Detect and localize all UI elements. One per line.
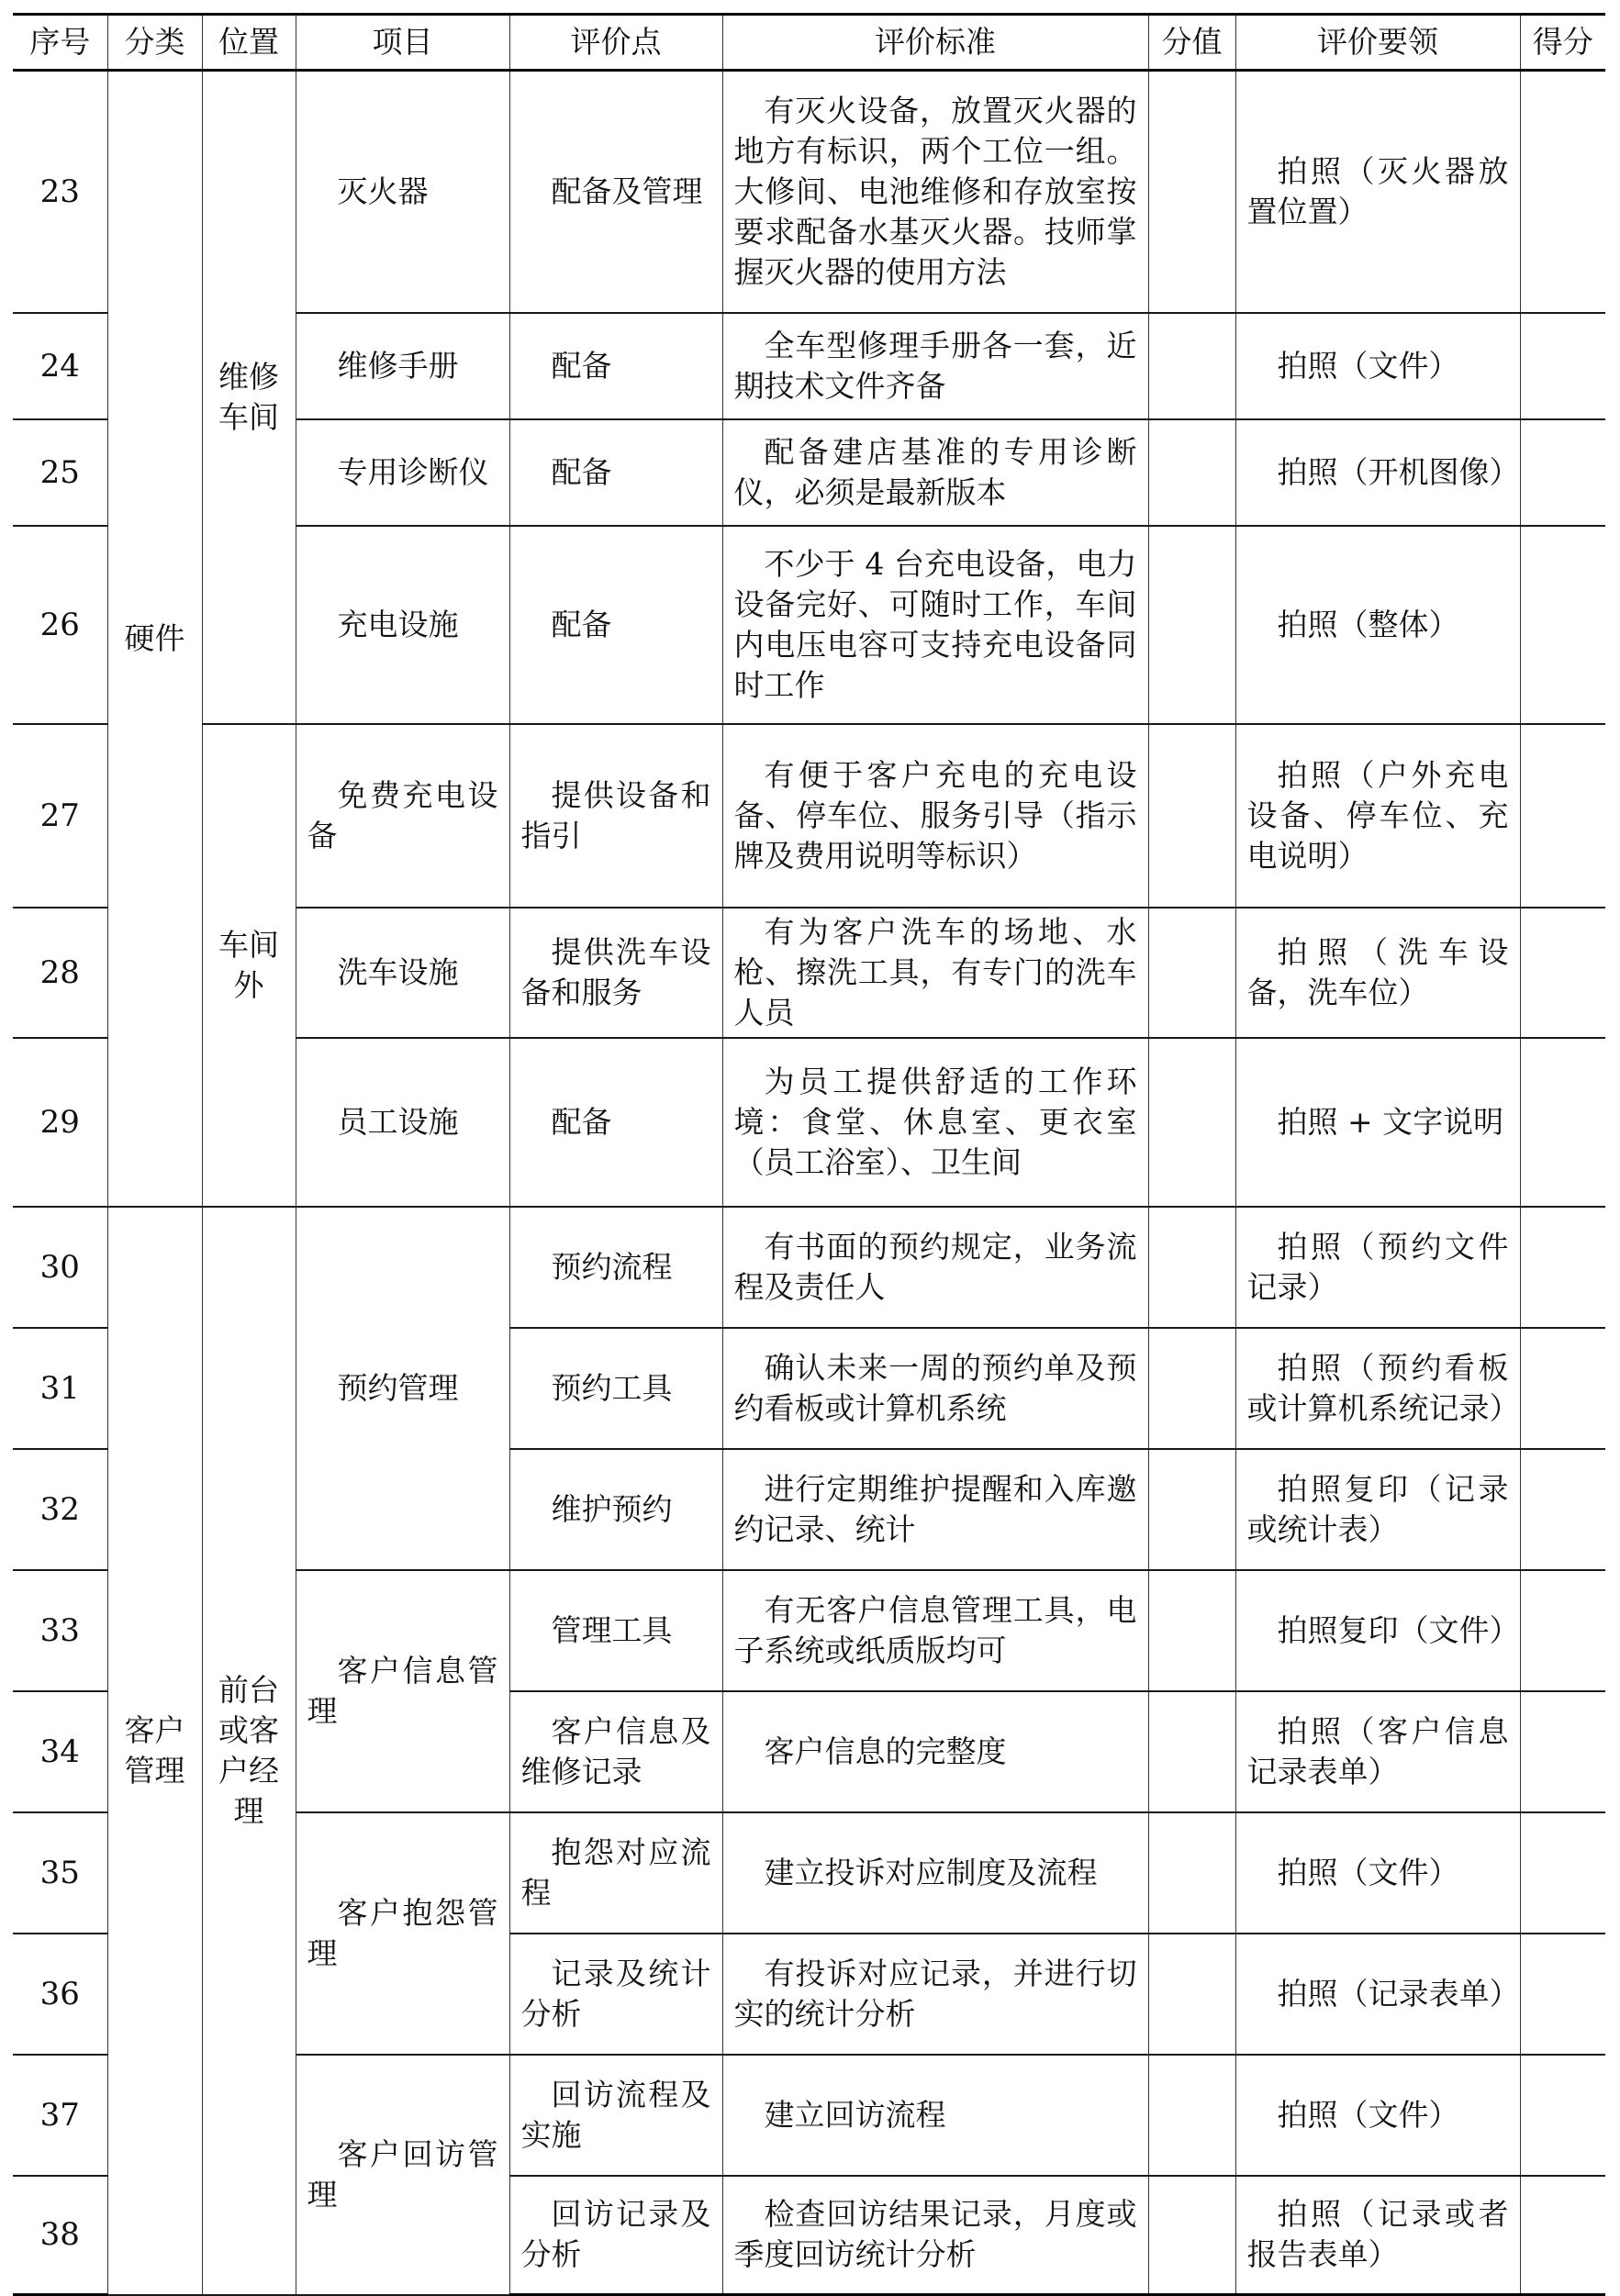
row-score [1148, 313, 1235, 419]
row-result [1520, 1812, 1605, 1934]
row-item: 预约管理 [296, 1207, 509, 1570]
row-score [1148, 419, 1235, 526]
row-score [1148, 908, 1235, 1038]
row-method: 拍照（预约看板或计算机系统记录） [1235, 1328, 1520, 1449]
row-no: 35 [13, 1812, 107, 1934]
row-item: 客户抱怨管理 [296, 1812, 509, 2055]
row-method: 拍照（记录或者报告表单） [1235, 2176, 1520, 2295]
row-standard: 有灭火设备，放置灭火器的地方有标识，两个工位一组。大修间、电池维修和存放室按要求配备水基灭火器。技师掌握灭火器的使用方法 [722, 71, 1148, 313]
row-score [1148, 526, 1235, 724]
row-result [1520, 1570, 1605, 1691]
row-standard: 有书面的预约规定，业务流程及责任人 [722, 1207, 1148, 1328]
row-result [1520, 1691, 1605, 1812]
row-item: 客户回访管理 [296, 2055, 509, 2295]
row-point: 配备及管理 [509, 71, 722, 313]
header-point: 评价点 [509, 15, 722, 71]
row-no: 31 [13, 1328, 107, 1449]
row-no: 32 [13, 1449, 107, 1570]
row-point: 提供洗车设备和服务 [509, 908, 722, 1038]
row-point: 回访记录及分析 [509, 2176, 722, 2295]
header-location: 位置 [202, 15, 296, 71]
row-standard: 有投诉对应记录，并进行切实的统计分析 [722, 1934, 1148, 2055]
row-standard: 客户信息的完整度 [722, 1691, 1148, 1812]
row-standard: 进行定期维护提醒和入库邀约记录、统计 [722, 1449, 1148, 1570]
row-method: 拍照（整体） [1235, 526, 1520, 724]
row-result [1520, 1207, 1605, 1328]
row-result [1520, 2055, 1605, 2176]
row-point: 配备 [509, 526, 722, 724]
row-item: 灭火器 [296, 71, 509, 313]
row-result [1520, 2176, 1605, 2295]
row-item: 专用诊断仪 [296, 419, 509, 526]
row-standard: 确认未来一周的预约单及预约看板或计算机系统 [722, 1328, 1148, 1449]
row-score [1148, 724, 1235, 908]
row-standard: 建立回访流程 [722, 2055, 1148, 2176]
header-method: 评价要领 [1235, 15, 1520, 71]
row-result [1520, 71, 1605, 313]
row-result [1520, 724, 1605, 908]
row-score [1148, 2055, 1235, 2176]
row-score [1148, 1934, 1235, 2055]
row-item: 免费充电设备 [296, 724, 509, 908]
row-no: 37 [13, 2055, 107, 2176]
table-row [13, 724, 1605, 908]
row-point: 记录及统计分析 [509, 1934, 722, 2055]
row-score [1148, 1038, 1235, 1207]
row-point: 提供设备和指引 [509, 724, 722, 908]
row-standard: 全车型修理手册各一套，近期技术文件齐备 [722, 313, 1148, 419]
row-point: 预约流程 [509, 1207, 722, 1328]
row-item: 充电设施 [296, 526, 509, 724]
row-score [1148, 71, 1235, 313]
row-item: 员工设施 [296, 1038, 509, 1207]
row-score [1148, 1691, 1235, 1812]
row-no: 25 [13, 419, 107, 526]
row-method: 拍照复印（记录或统计表） [1235, 1449, 1520, 1570]
row-result [1520, 419, 1605, 526]
location-front-desk: 前台 或客 户经 理 [202, 1207, 296, 2295]
row-score [1148, 1328, 1235, 1449]
header-no: 序号 [13, 15, 107, 71]
row-standard: 建立投诉对应制度及流程 [722, 1812, 1148, 1934]
row-no: 36 [13, 1934, 107, 2055]
row-standard: 检查回访结果记录，月度或季度回访统计分析 [722, 2176, 1148, 2295]
row-method: 拍照复印（文件） [1235, 1570, 1520, 1691]
category-customer-mgmt: 客户 管理 [107, 1207, 202, 2295]
row-method: 拍照（客户信息记录表单） [1235, 1691, 1520, 1812]
row-result [1520, 908, 1605, 1038]
row-point: 抱怨对应流程 [509, 1812, 722, 1934]
row-score [1148, 1812, 1235, 1934]
row-item: 客户信息管理 [296, 1570, 509, 1812]
row-point: 预约工具 [509, 1328, 722, 1449]
row-no: 28 [13, 908, 107, 1038]
header-category: 分类 [107, 15, 202, 71]
header-standard: 评价标准 [722, 15, 1148, 71]
row-result [1520, 1038, 1605, 1207]
row-no: 29 [13, 1038, 107, 1207]
row-item: 维修手册 [296, 313, 509, 419]
row-method: 拍照（记录表单） [1235, 1934, 1520, 2055]
row-method: 拍照 + 文字说明 [1235, 1038, 1520, 1207]
category-hardware: 硬件 [107, 71, 202, 1207]
row-method: 拍照（洗车设备，洗车位） [1235, 908, 1520, 1038]
table-row [13, 71, 1605, 313]
row-item: 洗车设施 [296, 908, 509, 1038]
row-no: 33 [13, 1570, 107, 1691]
row-point: 回访流程及实施 [509, 2055, 722, 2176]
row-point: 客户信息及维修记录 [509, 1691, 722, 1812]
row-no: 30 [13, 1207, 107, 1328]
header-row [13, 15, 1605, 71]
row-no: 38 [13, 2176, 107, 2295]
row-method: 拍照（户外充电设备、停车位、充电说明） [1235, 724, 1520, 908]
row-standard: 有为客户洗车的场地、水枪、擦洗工具，有专门的洗车人员 [722, 908, 1148, 1038]
table-row [13, 1207, 1605, 1328]
row-no: 26 [13, 526, 107, 724]
header-score: 分值 [1148, 15, 1235, 71]
row-standard: 配备建店基准的专用诊断仪，必须是最新版本 [722, 419, 1148, 526]
row-result [1520, 1328, 1605, 1449]
row-method: 拍照（文件） [1235, 313, 1520, 419]
row-point: 配备 [509, 313, 722, 419]
row-point: 管理工具 [509, 1570, 722, 1691]
row-method: 拍照（开机图像） [1235, 419, 1520, 526]
row-point: 维护预约 [509, 1449, 722, 1570]
location-outside: 车间外 [202, 724, 296, 1207]
evaluation-table [13, 13, 1605, 2296]
row-score [1148, 2176, 1235, 2295]
header-item: 项目 [296, 15, 509, 71]
row-no: 27 [13, 724, 107, 908]
row-standard: 有无客户信息管理工具，电子系统或纸质版均可 [722, 1570, 1148, 1691]
row-result [1520, 313, 1605, 419]
row-result [1520, 526, 1605, 724]
row-no: 23 [13, 71, 107, 313]
row-method: 拍照（灭火器放置位置） [1235, 71, 1520, 313]
row-method: 拍照（文件） [1235, 2055, 1520, 2176]
row-standard: 不少于 4 台充电设备，电力设备完好、可随时工作，车间内电压电容可支持充电设备同时工作 [722, 526, 1148, 724]
row-method: 拍照（文件） [1235, 1812, 1520, 1934]
location-workshop: 维修 车间 [202, 71, 296, 724]
row-no: 34 [13, 1691, 107, 1812]
row-no: 24 [13, 313, 107, 419]
row-score [1148, 1207, 1235, 1328]
row-score [1148, 1570, 1235, 1691]
row-standard: 为员工提供舒适的工作环境：食堂、休息室、更衣室（员工浴室）、卫生间 [722, 1038, 1148, 1207]
row-result [1520, 1449, 1605, 1570]
row-result [1520, 1934, 1605, 2055]
row-score [1148, 1449, 1235, 1570]
row-point: 配备 [509, 419, 722, 526]
row-method: 拍照（预约文件记录） [1235, 1207, 1520, 1328]
row-standard: 有便于客户充电的充电设备、停车位、服务引导（指示牌及费用说明等标识） [722, 724, 1148, 908]
header-result: 得分 [1520, 15, 1605, 71]
row-point: 配备 [509, 1038, 722, 1207]
